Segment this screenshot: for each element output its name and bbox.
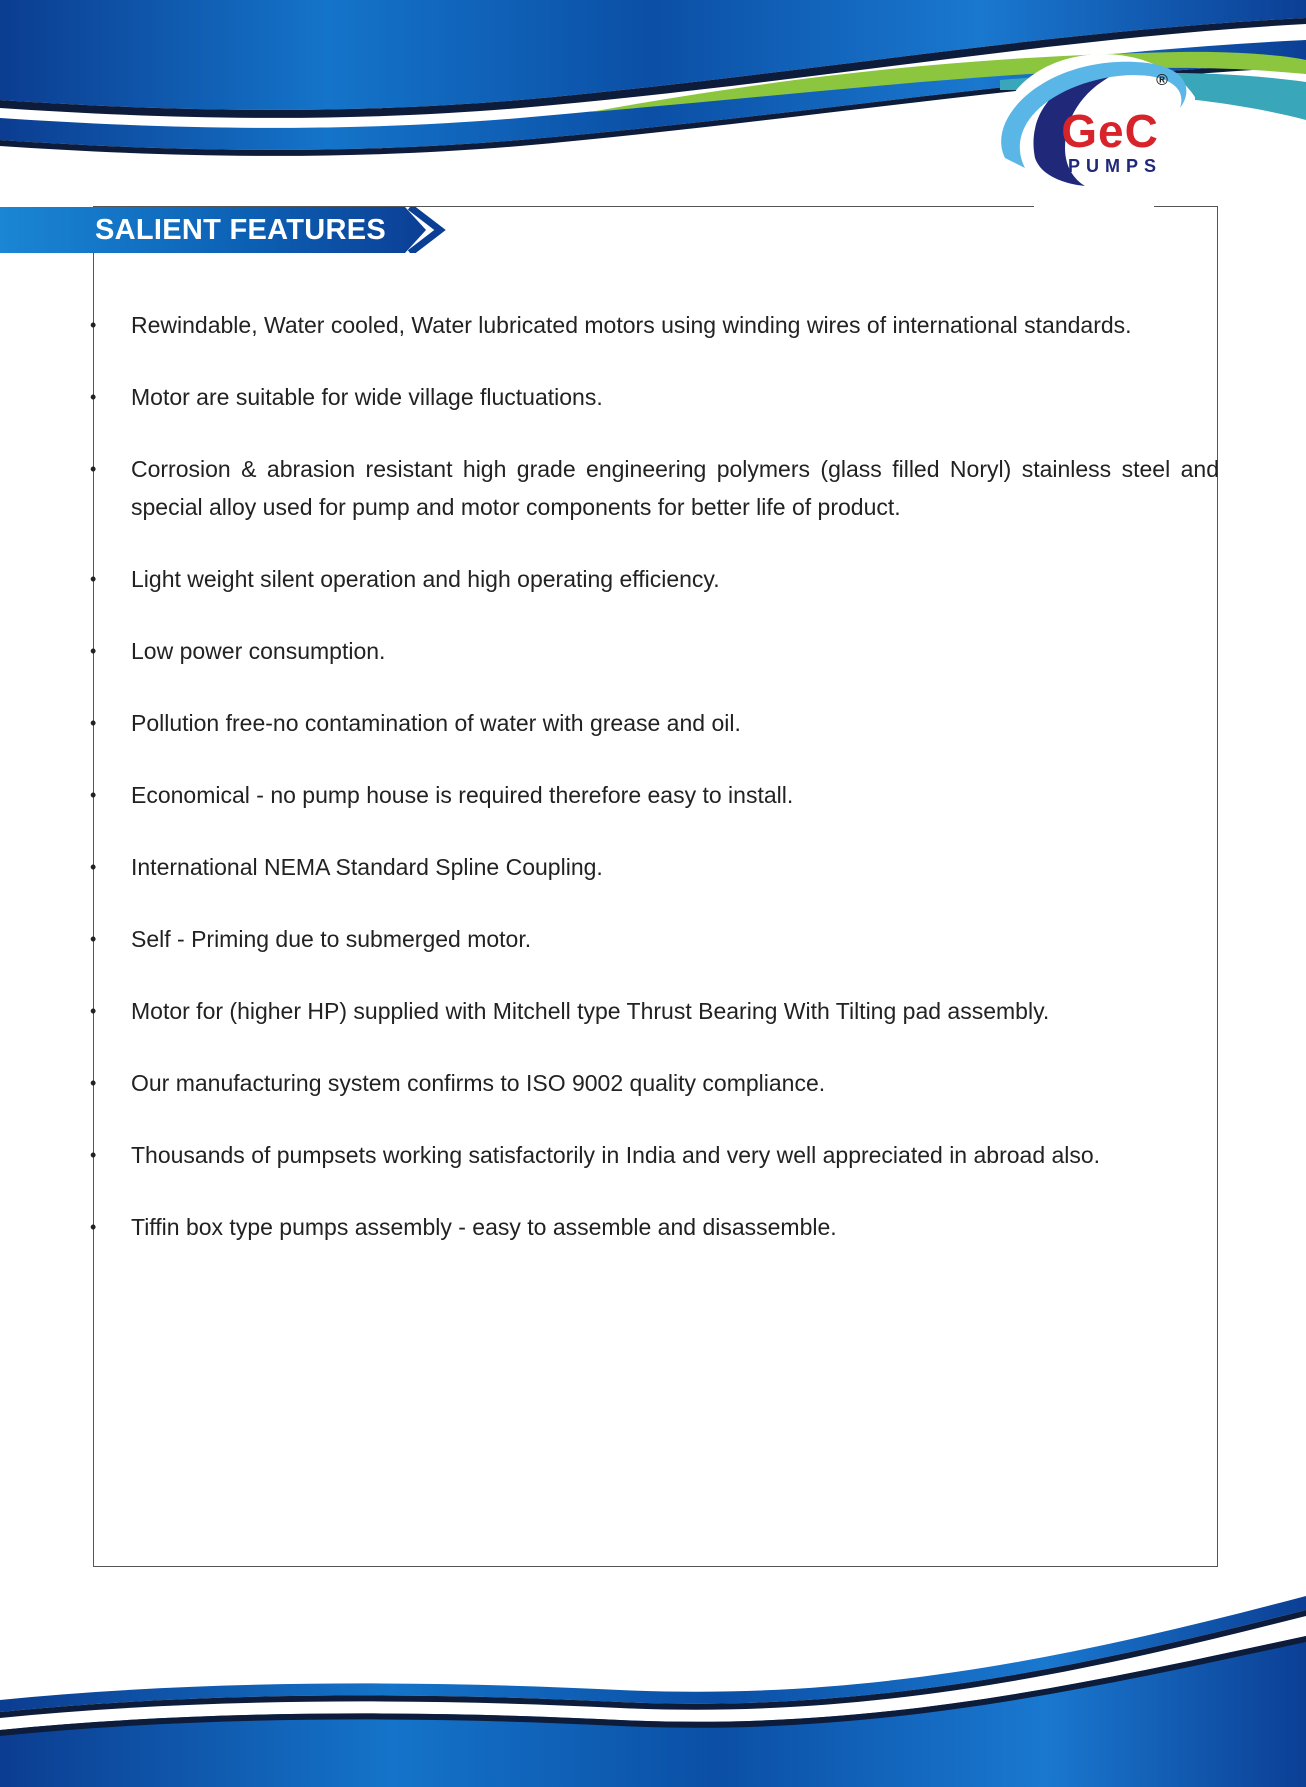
list-item (90, 1208, 1219, 1246)
bullet-icon: • (90, 713, 97, 733)
list-item (90, 450, 1219, 526)
feature-text: Self - Priming due to submerged motor. (131, 926, 532, 952)
logo-brand-text: GeC (1061, 105, 1159, 157)
list-item (90, 704, 1219, 742)
bullet-icon: • (90, 1001, 97, 1021)
feature-text: Thousands of pumpsets working satisfactorily in India and very well appreciated in abroad also. (131, 1142, 1101, 1168)
feature-text: Tiffin box type pumps assembly - easy to assemble and disassemble. (131, 1214, 837, 1240)
feature-text: Motor are suitable for wide village fluctuations. (131, 384, 603, 410)
feature-text: Economical - no pump house is required therefore easy to install. (131, 782, 794, 808)
list-item (90, 378, 1219, 416)
feature-text: Our manufacturing system confirms to ISO 9002 quality compliance. (131, 1070, 826, 1096)
section-title: SALIENT FEATURES (95, 214, 387, 246)
bullet-icon: • (90, 1073, 97, 1093)
bullet-icon: • (90, 785, 97, 805)
list-item (90, 920, 1219, 958)
bullet-icon: • (90, 315, 97, 335)
bullet-icon: • (90, 641, 97, 661)
list-item (90, 848, 1219, 886)
frame-gap (1034, 200, 1154, 210)
footer-wave-decoration (0, 1580, 1306, 1787)
feature-text: Corrosion & abrasion resistant high grade engineering polymers (glass filled Noryl) stainless steel and special alloy used for pump and motor components for better life of product. (131, 456, 1219, 520)
bullet-icon: • (90, 857, 97, 877)
bullet-icon: • (90, 1217, 97, 1237)
feature-text: Motor for (higher HP) supplied with Mitchell type Thrust Bearing With Tilting pad assembly. (131, 998, 1050, 1024)
registered-mark: ® (1156, 72, 1168, 89)
bullet-icon: • (90, 387, 97, 407)
list-item (90, 632, 1219, 670)
bullet-icon: • (90, 459, 97, 479)
list-item (90, 1064, 1219, 1102)
feature-text: International NEMA Standard Spline Coupling. (131, 854, 603, 880)
logo-subtitle-text: PUMPS (1067, 156, 1162, 176)
bullet-icon: • (90, 1145, 97, 1165)
list-item (90, 992, 1219, 1030)
feature-text: Light weight silent operation and high operating efficiency. (131, 566, 720, 592)
list-item (90, 1136, 1219, 1174)
feature-text: Rewindable, Water cooled, Water lubricated motors using winding wires of international standards. (131, 312, 1132, 338)
gec-pumps-logo (985, 38, 1195, 198)
list-item (90, 776, 1219, 814)
list-item (90, 560, 1219, 598)
list-item (90, 306, 1219, 344)
feature-text: Pollution free-no contamination of water with grease and oil. (131, 710, 741, 736)
feature-list (90, 306, 1219, 1280)
bullet-icon: • (90, 569, 97, 589)
feature-text: Low power consumption. (131, 638, 386, 664)
bullet-icon: • (90, 929, 97, 949)
